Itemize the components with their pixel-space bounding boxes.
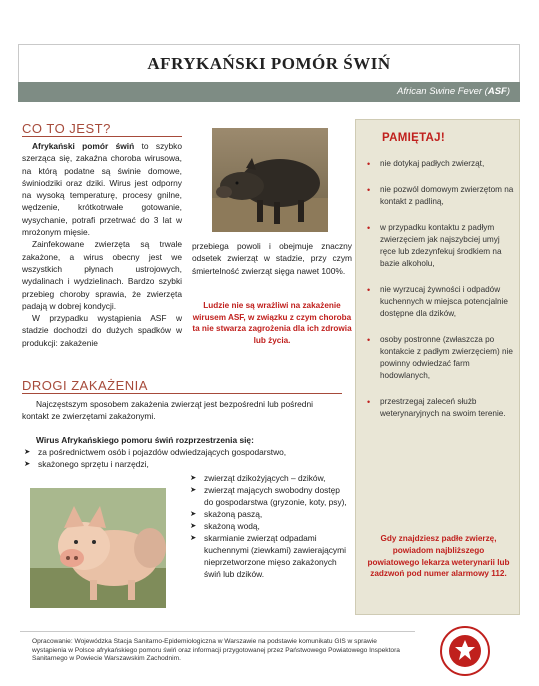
remember-sidebar xyxy=(355,119,520,615)
transmission-intro-text: Najczęstszym sposobem zakażenia zwierząt jest bezpośredni lub pośredni kontakt ze zwierzętami zakażonymi. xyxy=(22,399,313,422)
page-title: AFRYKAŃSKI POMÓR ŚWIŃ xyxy=(147,54,391,73)
spread-item: ➤ zwierząt dzikożyjących – dzików, xyxy=(188,472,348,484)
domestic-pig-photo xyxy=(30,488,166,608)
what-is-paragraph-3-continued: przebiega powoli i obejmuje znaczny odsetek zwierząt w stadzie, przy czym śmiertelność zwierząt sięga nawet 100%. xyxy=(192,241,352,276)
transmission-intro xyxy=(22,398,342,423)
footer-credits: Opracowanie: Wojewódzka Stacja Sanitarno-Epidemiologiczna w Warszawie na podstawie komunikatu GIS w sprawie wystąpienia w Polsce afrykańskiego pomoru świń oraz informacji przygotowanej przez Państwowego Powiatowego Inspektora Sanitarnego w Powiecie Warszawskim Zachodnim. xyxy=(32,638,400,663)
sidebar-title: PAMIĘTAJ! xyxy=(382,132,445,144)
remember-item: • w przypadku kontaktu z padłym zwierzęciem jak najszybciej umyj ręce lub zdezynfekuj środkiem na bazie alkoholu, xyxy=(364,222,514,270)
remember-item: • nie pozwól domowym zwierzętom na kontakt z padliną, xyxy=(364,184,514,208)
wild-boar-photo xyxy=(212,128,328,232)
title-box xyxy=(18,44,520,82)
emblem-logo-icon xyxy=(440,625,490,677)
subtitle-abbr: ASF xyxy=(487,86,507,97)
section-heading-transmission: DROGI ZAKAŻENIA xyxy=(22,378,148,393)
spread-item: ➤ zwierząt mających swobodny dostęp do gospodarstwa (gryzonie, koty, psy), xyxy=(188,484,348,508)
what-is-paragraph-2: Zainfekowane zwierzęta są trwale zakażone, a wirus obecny jest we wszystkich płynach ustrojowych, wydalinach i wydzielinach. Bardzo szybki przebieg choroby sprawia, że zwierzęta padają w dobrej kondycji. xyxy=(22,239,182,311)
remember-item: • przestrzegaj zaleceń służb weterynaryjnych na swoim terenie. xyxy=(364,396,514,420)
spread-item: ➤ skażonego sprzętu i narzędzi, xyxy=(22,458,352,470)
spread-heading: Wirus Afrykańskiego pomoru świń rozprzestrzenia się: xyxy=(36,435,254,445)
remember-item: • nie dotykaj padłych zwierząt, xyxy=(364,158,514,170)
section-heading-what-is: CO TO JEST? xyxy=(22,121,111,136)
subtitle-prefix: African Swine Fever ( xyxy=(397,86,488,97)
spread-item: ➤ za pośrednictwem osób i pojazdów odwiedzających gospodarstwo, xyxy=(22,446,352,458)
what-is-paragraph-1 xyxy=(22,140,182,238)
what-is-paragraph-3: W przypadku wystąpienia ASF w stadzie dochodzi do dużych spadków w produkcji: zakażenie xyxy=(22,313,182,348)
remember-list xyxy=(364,158,514,420)
wild-boar-image xyxy=(212,128,328,232)
spread-list xyxy=(22,446,352,470)
footer-rule xyxy=(20,631,415,632)
what-is-continued xyxy=(192,240,352,277)
what-is-column xyxy=(22,140,182,349)
human-safety-note: Ludzie nie są wrażliwi na zakażenie wirusem ASF, w związku z czym choroba ta nie stwarza zagrożenia dla ich zdrowia lub życia. xyxy=(192,301,352,345)
domestic-pig-image xyxy=(30,488,166,608)
spread-item: ➤ skarmianie zwierząt odpadami kuchennymi (ziewkami) zawierającymi nieprzetworzone mięso zakażonych świń lub dzików. xyxy=(188,532,348,580)
emergency-alert: Gdy znajdziesz padłe zwierzę, powiadom najbliższego powiatowego lekarza weterynarii lub zadzwoń pod numer alarmowy 112. xyxy=(367,534,510,579)
spread-item: ➤ skażoną wodą, xyxy=(188,520,348,532)
what-is-p1-text: to szybko szerząca się, zakaźna choroba wirusowa, na którą podatne są świnie domowe, świniodziki oraz dziki. Wirus jest odporny na wysoką temperaturę, procesy gnilne, wędzenie, krótkotrwałe gotowanie, wysychanie, potrafi przetrwać do 3 lat w mrożonym mięsie. xyxy=(22,141,182,238)
remember-item: • nie wyrzucaj żywności i odpadów kuchennych w miejsca potencjalnie dostępne dla dzików, xyxy=(364,284,514,320)
section-rule xyxy=(22,136,182,137)
spread-item: ➤ skażoną paszą, xyxy=(188,508,348,520)
subtitle-suffix: ) xyxy=(506,86,510,97)
sanitary-inspection-emblem xyxy=(440,625,490,677)
subtitle-bar xyxy=(18,82,520,102)
more-spread-list xyxy=(188,472,348,580)
section-rule xyxy=(22,393,342,394)
remember-item: • osoby postronne (zwłaszcza po kontakcie z padłym zwierzęciem) nie powinny odwiedzać farm hodowlanych, xyxy=(364,334,514,382)
disease-name: Afrykański pomór świń xyxy=(32,141,135,151)
